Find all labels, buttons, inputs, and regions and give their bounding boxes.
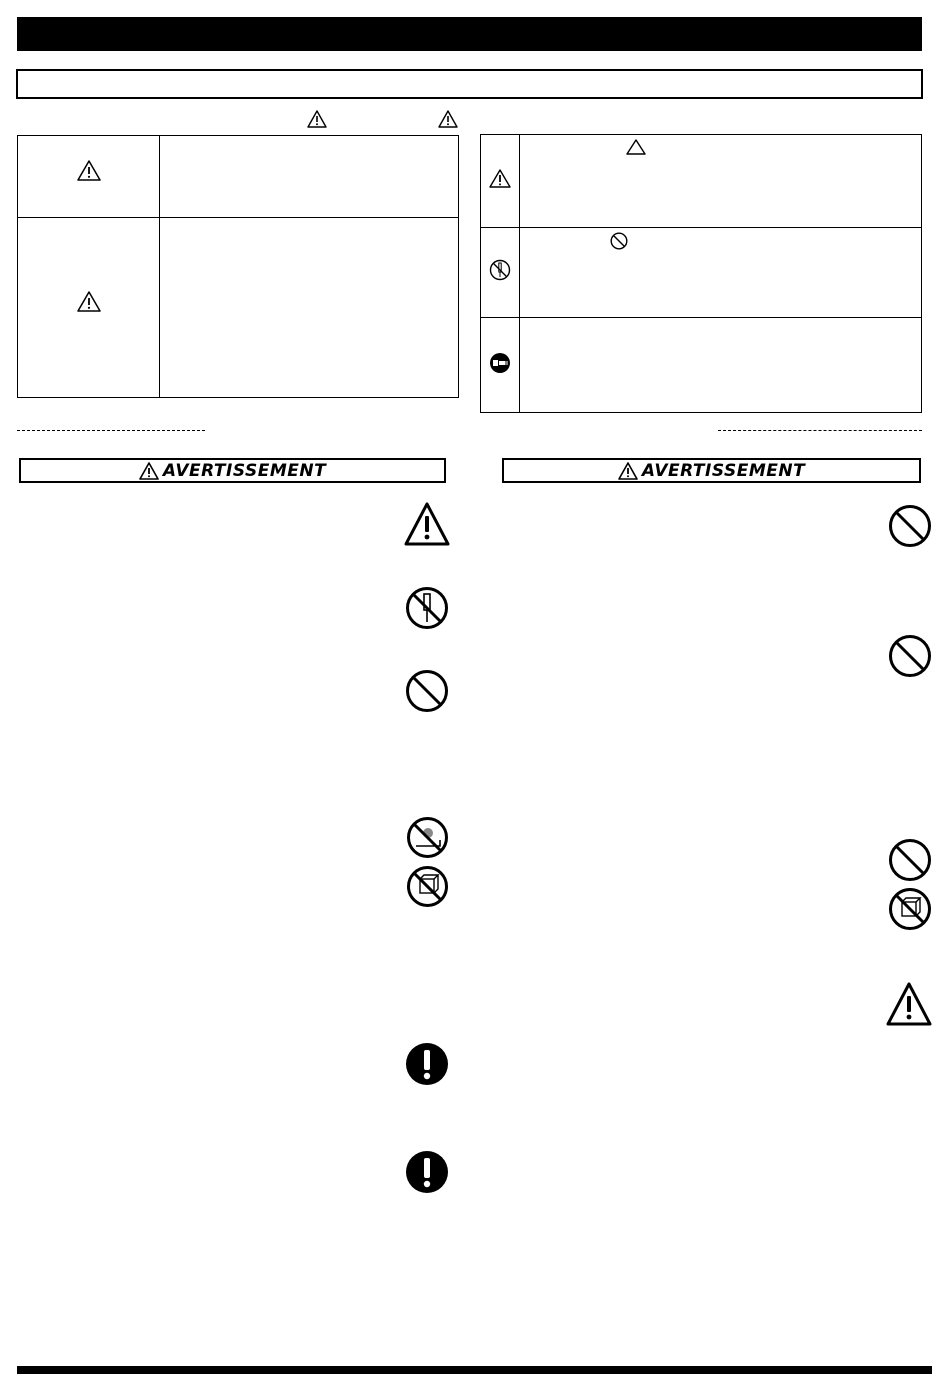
mandatory-icon	[405, 1042, 449, 1086]
footer-rule	[17, 1366, 932, 1374]
legend-text-cell	[160, 136, 459, 218]
symbol-text-cell	[520, 135, 922, 228]
warning-triangle-icon	[489, 169, 511, 188]
warning-triangle-icon	[77, 291, 101, 312]
prohibited-icon	[888, 634, 932, 678]
symbol-icon-cell	[481, 228, 520, 318]
symbol-text-cell	[520, 318, 922, 413]
prohibited-icon	[610, 232, 628, 250]
prohibited-icon	[888, 838, 932, 882]
no-wet-hands-icon	[888, 887, 932, 931]
warning-triangle-icon	[886, 982, 932, 1026]
symbol-icon-cell	[481, 135, 520, 228]
warning-banner-right	[502, 458, 921, 483]
signal-word-legend-table	[17, 135, 459, 398]
warning-triangle-icon	[77, 160, 101, 181]
mandatory-icon	[405, 1150, 449, 1194]
header-bar	[17, 17, 922, 51]
warning-triangle-icon	[618, 462, 638, 480]
do-not-disassemble-icon	[405, 586, 449, 630]
do-not-disassemble-icon	[489, 259, 511, 281]
prohibited-icon	[888, 504, 932, 548]
warning-triangle-icon	[307, 110, 327, 128]
legend-row-caution	[18, 218, 459, 398]
unplug-icon	[489, 352, 511, 374]
dashed-separator	[17, 430, 205, 431]
warning-banner-left	[19, 458, 446, 483]
warning-triangle-icon	[438, 110, 458, 128]
symbol-text-cell	[520, 228, 922, 318]
warning-triangle-icon	[139, 462, 159, 480]
no-wet-hands-icon	[406, 865, 449, 908]
symbol-icon-cell	[481, 318, 520, 413]
symbol-row-prohibited	[481, 228, 922, 318]
legend-icon-cell	[18, 218, 160, 398]
symbol-row-unplug	[481, 318, 922, 413]
symbol-row-triangle	[481, 135, 922, 228]
legend-text-cell	[160, 218, 459, 398]
prohibited-icon	[405, 669, 449, 713]
no-water-icon	[406, 816, 449, 859]
warning-triangle-icon	[404, 502, 450, 546]
triangle-outline-icon	[626, 139, 646, 155]
warning-banner-label: AVERTISSEMENT	[162, 460, 327, 481]
symbol-legend-table	[480, 134, 922, 413]
subheader-box	[16, 69, 923, 99]
legend-icon-cell	[18, 136, 160, 218]
dashed-separator	[718, 430, 922, 431]
warning-banner-label: AVERTISSEMENT	[641, 460, 806, 481]
legend-row-warning	[18, 136, 459, 218]
